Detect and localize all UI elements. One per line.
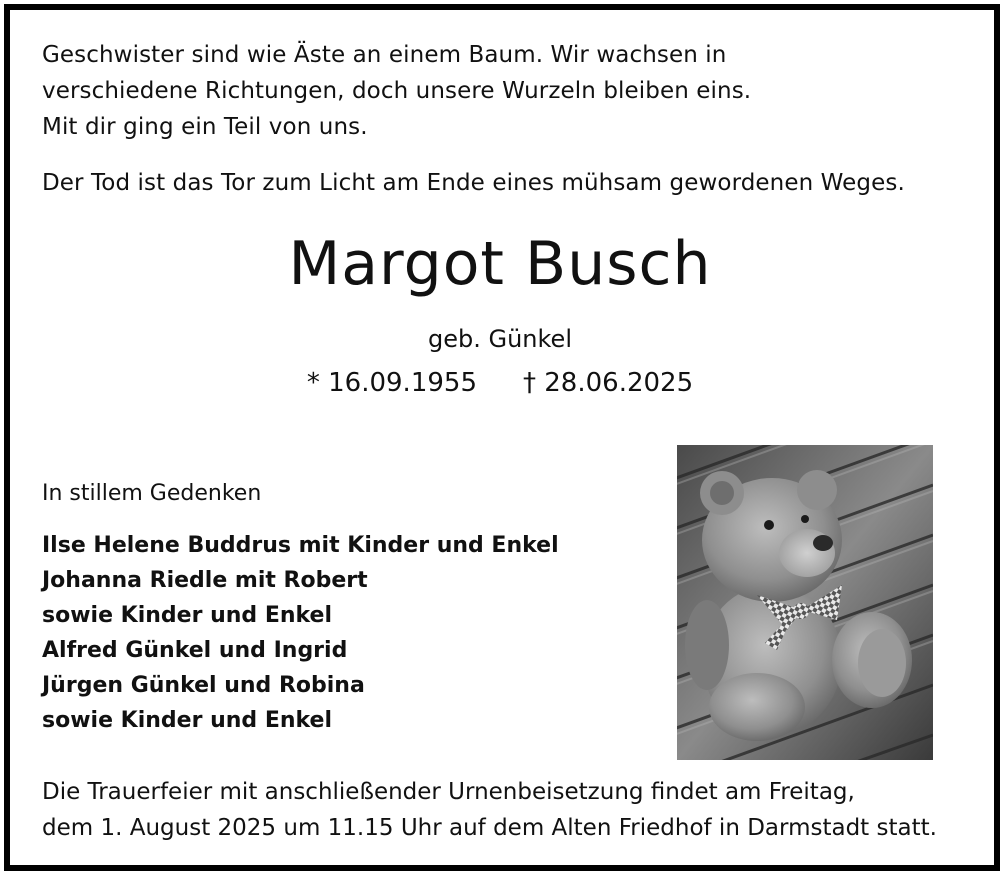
- deceased-name: Margot Busch: [288, 229, 712, 299]
- mourner-line: Jürgen Günkel und Robina: [42, 673, 365, 698]
- mourner-line: Alfred Günkel und Ingrid: [42, 638, 348, 663]
- maiden-name: geb. Günkel: [428, 325, 572, 353]
- teddy-bear-illustration: [677, 445, 933, 760]
- memory-heading: In stillem Gedenken: [42, 481, 262, 506]
- service-line-1: Die Trauerfeier mit anschließender Urnenbeisetzung findet am Freitag,: [42, 779, 855, 805]
- mourner-line: sowie Kinder und Enkel: [42, 708, 333, 733]
- verse-line-1: Geschwister sind wie Äste an einem Baum. Wir wachsen in: [42, 42, 727, 68]
- service-line-2: dem 1. August 2025 um 11.15 Uhr auf dem Alten Friedhof in Darmstadt statt.: [42, 815, 937, 841]
- verse-line-2: verschiedene Richtungen, doch unsere Wurzeln bleiben eins.: [42, 78, 752, 104]
- mourner-line: sowie Kinder und Enkel: [42, 603, 333, 628]
- verse-line-3: Mit dir ging ein Teil von uns.: [42, 114, 368, 140]
- teddy-bear-photo: [677, 445, 933, 760]
- life-dates: [0, 370, 1000, 396]
- mourner-line: Ilse Helene Buddrus mit Kinder und Enkel: [42, 533, 559, 558]
- mourner-line: Johanna Riedle mit Robert: [42, 568, 368, 593]
- death-date: † 28.06.2025: [523, 368, 694, 398]
- birth-date: * 16.09.1955: [306, 368, 477, 398]
- verse-line-4: Der Tod ist das Tor zum Licht am Ende eines mühsam gewordenen Weges.: [42, 170, 905, 196]
